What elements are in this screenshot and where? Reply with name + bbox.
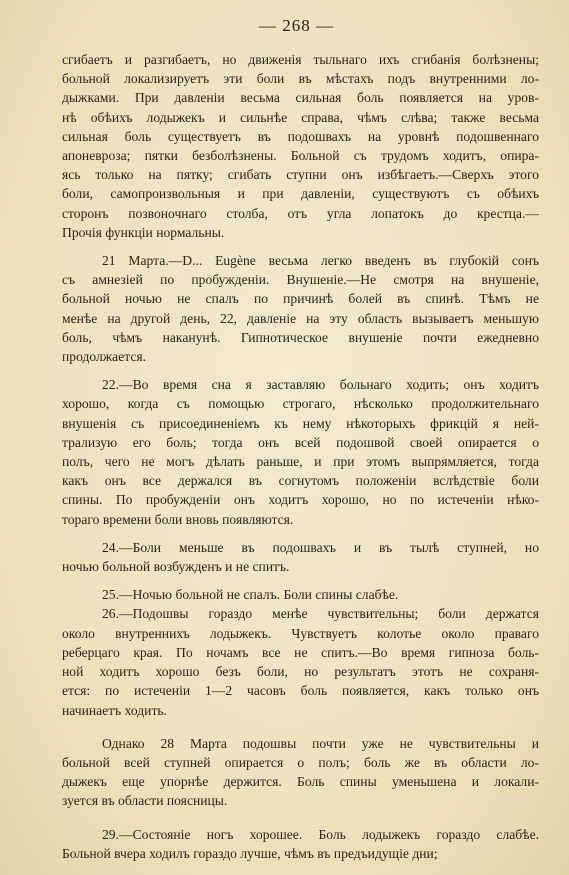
text-line: Однако 28 Марта подошвы почти уже не чувствительны и xyxy=(102,735,539,751)
text-line: 22.—Во время сна я заставляю больнаго ходить; онъ ходитъ xyxy=(102,377,539,393)
text-line: Больной вчера ходилъ гораздо лучше, чѣмъ въ предъидущіе дни; xyxy=(62,845,438,861)
paragraph-day-29 xyxy=(62,825,539,863)
text-line: больной ночью не спалъ по причинѣ болей въ спинѣ. Тѣмъ не xyxy=(62,291,539,307)
text-line: зуется въ области поясницы. xyxy=(62,793,228,809)
page-number: — 268 — xyxy=(259,16,334,35)
text-line: сгибаетъ и разгибаетъ, но движенія тыльнаго ихъ сгибанія болѣзнены; xyxy=(62,52,539,67)
paragraph-day-25 xyxy=(62,585,539,604)
text-line: дыжками. При давленіи весьма сильная боль появляется на уров- xyxy=(62,90,539,106)
text-line: ется: по истеченіи 1—2 часовъ боль появляется, какъ только онъ xyxy=(62,683,539,699)
paragraph-symptoms xyxy=(62,50,539,242)
text-line: 24.—Боли меньше въ подошвахъ и въ тылѣ ступней, но xyxy=(102,539,539,555)
paragraph-march-21 xyxy=(62,251,539,366)
text-line: внушенія съ присоединеніемъ къ нему нѣкоторыхъ фрикцій я ней- xyxy=(62,415,539,431)
text-line: какъ онъ все держался въ согнутомъ положеніи вслѣдствіе боли xyxy=(62,473,539,489)
page-body xyxy=(62,50,539,863)
paragraph-day-22 xyxy=(62,375,539,529)
text-line: нѣ обѣихъ лодыжекъ и сильнѣе справа, чѣмъ слѣва; также весьма xyxy=(62,109,539,125)
text-line: боли, самопроизвольныя и при давленіи, существуютъ съ обѣихъ xyxy=(62,186,539,202)
text-line: сторонъ позвоночнаго столба, отъ угла лопатокъ до крестца.— xyxy=(62,205,539,221)
text-line: продолжается. xyxy=(62,349,147,365)
text-line: спины. По пробужденіи онъ ходитъ хорошо, но по истеченіи нѣко- xyxy=(62,492,539,508)
text-line: начинаетъ ходить. xyxy=(62,702,167,718)
text-line: боль, чѣмъ наканунѣ. Гипнотическое внушеніе почти ежедневно xyxy=(62,329,539,345)
text-line: апоневроза; пятки безболѣзнены. Больной съ трудомъ ходитъ, опира- xyxy=(62,148,539,164)
text-line: менѣе на другой день, 22, давленіе на эту область вызываетъ меньшую xyxy=(62,310,539,326)
text-line: Прочія функціи нормальны. xyxy=(62,224,225,240)
text-line: 25.—Ночью больной не спалъ. Боли спины слабѣе. xyxy=(102,587,399,603)
paragraph-day-24 xyxy=(62,538,539,576)
text-line: хорошо, когда съ помощью строгаго, нѣсколько продолжительнаго xyxy=(62,396,539,412)
paragraph-day-26 xyxy=(62,604,539,719)
text-line: ной ходитъ хорошо безъ боли, но результатъ этотъ не сохраня- xyxy=(62,664,539,680)
text-line: 29.—Состояніе ногъ хорошее. Боль лодыжекъ гораздо слабѣе. xyxy=(102,826,539,842)
text-line: реберцаго края. По ночамъ все не спитъ.—Во время гипноза боль- xyxy=(62,644,539,660)
text-line: больной локализируетъ эти боли въ мѣстахъ подъ внутренними ло- xyxy=(62,71,539,87)
text-line: больной всей ступней опирается о полъ; боль же въ области ло- xyxy=(62,754,539,770)
text-line: дыжекъ еще упорнѣе держится. Боль спины уменьшена и локали- xyxy=(62,774,539,790)
text-line: полъ, чего не могъ дѣлать раньше, и при этомъ выпрямляется, тогда xyxy=(62,454,539,470)
text-line: сильная боль существуетъ въ подошвахъ на уровнѣ подошвеннаго xyxy=(62,128,539,144)
text-line: съ амнезіей по пробужденіи. Внушеніе.—Не смотря на внушеніе, xyxy=(62,272,539,288)
text-line: тораго времени боли вновь появляются. xyxy=(62,511,294,527)
text-line: 21 Марта.—D... Eugène весьма легко введенъ въ глубокій сонъ xyxy=(102,253,539,269)
paragraph-march-28 xyxy=(62,734,539,811)
text-line: около внутреннихъ лодыжекъ. Чувствуетъ колотье около праваго xyxy=(62,625,539,641)
text-line: ночью больной возбужденъ и не спитъ. xyxy=(62,559,290,575)
text-line: трализую его боль; тогда онъ всей подошвой своей опирается о xyxy=(62,434,539,450)
text-line: 26.—Подошвы гораздо менѣе чувствительны; боли держатся xyxy=(102,606,539,622)
text-line: ясь только на пятку; сгибать ступни онъ избѣгаетъ.—Сверхъ этого xyxy=(62,167,539,183)
